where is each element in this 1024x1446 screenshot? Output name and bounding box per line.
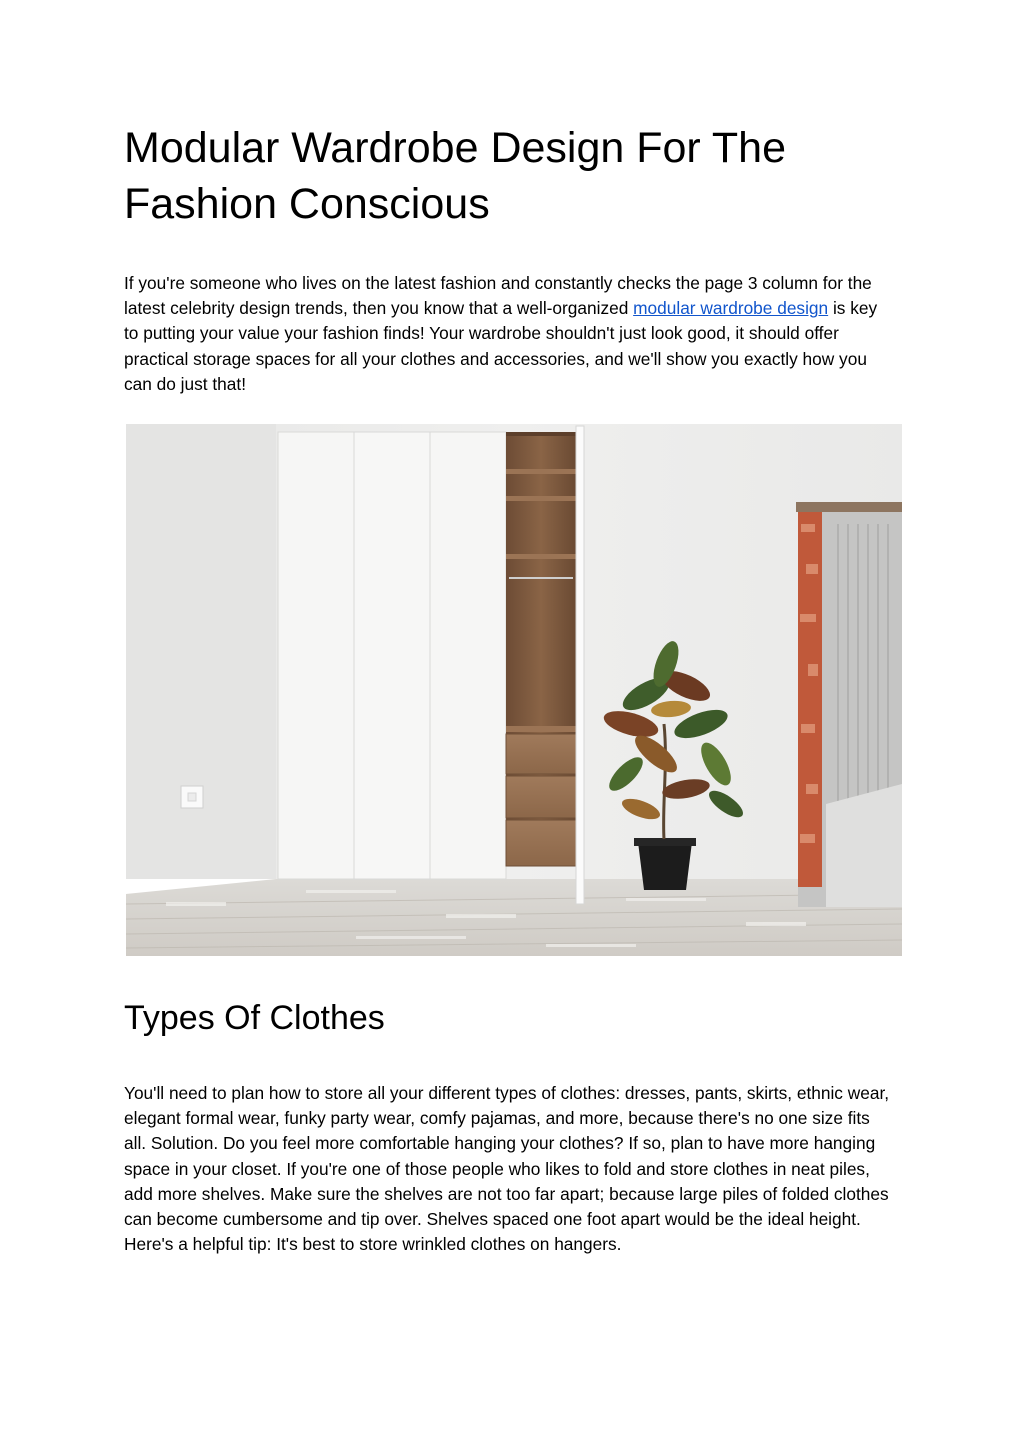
types-of-clothes-paragraph: You'll need to plan how to store all your different types of clothes: dresses, pants, skirts, ethnic wear, elegant formal wear, funky party wear, comfy pajamas, and more, because there's no one size fits all. Solution. Do you feel more comfortable hanging your clothes? If so, plan to have more hanging space in your closet. If you're one of those people who likes to fold and store clothes in neat piles, add more shelves. Make sure the shelves are not too far apart; because large piles of folded clothes can become cumbersome and tip over. Shelves spaced one foot apart would be the ideal height. Here's a helpful tip: It's best to store wrinkled clothes on hangers. [124, 1083, 890, 1255]
document-title: Modular Wardrobe Design For The Fashion Conscious [124, 124, 787, 228]
intro-paragraph [124, 271, 896, 397]
section-heading-types-of-clothes: Types Of Clothes [124, 999, 385, 1037]
intro-text-before-link: If you're someone who lives on the latest fashion and constantly checks the page 3 column for the latest celebrity design trends, then you know that a well-organized [124, 273, 872, 319]
intro-text-after-link: is key to putting your value your fashion finds! Your wardrobe shouldn't just look good, it should offer practical storage spaces for all your clothes and accessories, and we'll show you exactly how you can do just that! [124, 298, 878, 394]
modular-wardrobe-design-link[interactable]: modular wardrobe design [633, 298, 829, 319]
hero-image [126, 424, 902, 956]
